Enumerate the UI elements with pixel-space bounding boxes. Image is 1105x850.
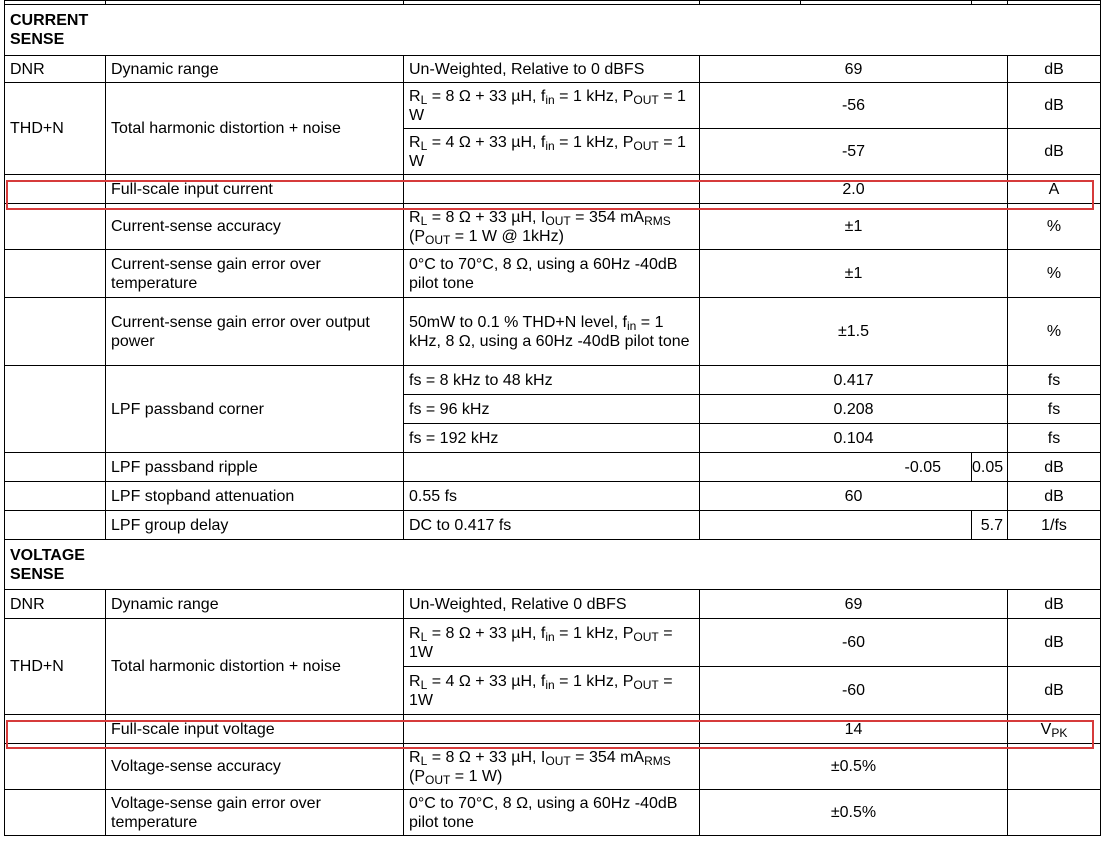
section-title: VOLTAGE SENSE [5, 540, 1101, 590]
unit-cell: fs [1008, 395, 1101, 424]
typ-cell: -56 [700, 83, 1008, 129]
parameter-cell: Full-scale input current [106, 175, 404, 204]
unit-cell: dB [1008, 619, 1101, 667]
unit-cell: dB [1008, 667, 1101, 715]
table-row [5, 453, 1101, 482]
unit-cell: dB [1008, 453, 1101, 482]
typ-cell: -57 [700, 129, 1008, 175]
max-cell: 0.05 [972, 453, 1008, 482]
typ-cell: 69 [700, 56, 1008, 83]
typ-cell: 69 [700, 590, 1008, 619]
typ-cell: 14 [700, 715, 1008, 744]
typ-cell: ±0.5% [700, 744, 1008, 790]
section-header-voltage-sense [5, 540, 1101, 590]
table-row [5, 482, 1101, 511]
symbol-cell: DNR [5, 56, 106, 83]
table-row [5, 590, 1101, 619]
typ-cell: 0.417 [700, 366, 1008, 395]
section-header-current-sense [5, 5, 1101, 56]
table-row [5, 619, 1101, 667]
spec-table [4, 0, 1101, 836]
parameter-cell: Total harmonic distortion + noise [106, 83, 404, 175]
table-row [5, 511, 1101, 540]
table-row [5, 175, 1101, 204]
condition-cell: Un-Weighted, Relative 0 dBFS [404, 590, 700, 619]
condition-cell: $R_L = 8$ Ω + 33 µH, $I_{OUT} = 354$ $mA_{RMS}$ ($P_{OUT} = 1$ W) [404, 744, 700, 790]
table-row [5, 366, 1101, 395]
typ-cell: ±1.5 [700, 298, 1008, 366]
unit-cell: dB [1008, 590, 1101, 619]
unit-cell: dB [1008, 482, 1101, 511]
condition-cell: $R_L = 8$ Ω + 33 µH, $I_{OUT} = 354$ $mA_{RMS}$ ($P_{OUT} = 1$ W @ 1kHz) [404, 204, 700, 250]
unit-cell: fs [1008, 366, 1101, 395]
max-cell: 5.7 [972, 511, 1008, 540]
table-row [5, 744, 1101, 790]
unit-cell: dB [1008, 56, 1101, 83]
unit-cell: % [1008, 250, 1101, 298]
unit-cell: A [1008, 175, 1101, 204]
condition-cell: 0.55 fs [404, 482, 700, 511]
condition-cell: 50mW to 0.1 % THD+N level, $f_{in} = 1$ kHz, 8 Ω, using a 60Hz -40dB pilot tone [404, 298, 700, 366]
unit-cell: % [1008, 298, 1101, 366]
typ-cell: 0.208 [700, 395, 1008, 424]
parameter-cell: LPF stopband attenuation [106, 482, 404, 511]
typ-cell: -60 [700, 667, 1008, 715]
table-row [5, 250, 1101, 298]
typ-cell: ±1 [700, 204, 1008, 250]
unit-cell: fs [1008, 424, 1101, 453]
table-row [5, 56, 1101, 83]
section-title: CURRENT SENSE [5, 5, 1101, 56]
parameter-cell: LPF passband corner [106, 366, 404, 453]
parameter-cell: Full-scale input voltage [106, 715, 404, 744]
condition-cell: fs = 192 kHz [404, 424, 700, 453]
parameter-cell: Current-sense gain error over temperature [106, 250, 404, 298]
symbol-cell: THD+N [5, 619, 106, 715]
table-row [5, 83, 1101, 129]
typ-cell: -60 [700, 619, 1008, 667]
parameter-cell: Voltage-sense gain error over temperature [106, 790, 404, 836]
condition-cell: DC to 0.417 fs [404, 511, 700, 540]
symbol-cell: THD+N [5, 83, 106, 175]
parameter-cell: Dynamic range [106, 56, 404, 83]
typ-cell: 60 [700, 482, 1008, 511]
unit-cell: $V_{PK}$ [1008, 715, 1101, 744]
symbol-cell: DNR [5, 590, 106, 619]
unit-cell: dB [1008, 83, 1101, 129]
condition-cell: fs = 8 kHz to 48 kHz [404, 366, 700, 395]
condition-cell: 0°C to 70°C, 8 Ω, using a 60Hz -40dB pilot tone [404, 790, 700, 836]
parameter-cell: LPF passband ripple [106, 453, 404, 482]
typ-cell: ±1 [700, 250, 1008, 298]
parameter-cell: LPF group delay [106, 511, 404, 540]
condition-cell: $R_L = 8$ Ω + 33 µH, $f_{in} = 1$ kHz, $P_{OUT} = 1$ W [404, 83, 700, 129]
table-row [5, 715, 1101, 744]
typ-cell: ±0.5% [700, 790, 1008, 836]
parameter-cell: Total harmonic distortion + noise [106, 619, 404, 715]
condition-cell: fs = 96 kHz [404, 395, 700, 424]
table-row [5, 298, 1101, 366]
unit-cell: % [1008, 204, 1101, 250]
condition-cell: $R_L = 4$ Ω + 33 µH, $f_{in} = 1$ kHz, $P_{OUT} = 1W$ [404, 667, 700, 715]
typ-cell: 2.0 [700, 175, 1008, 204]
condition-cell: $R_L = 4$ Ω + 33 µH, $f_{in} = 1$ kHz, $P_{OUT} = 1$ W [404, 129, 700, 175]
condition-cell: Un-Weighted, Relative to 0 dBFS [404, 56, 700, 83]
condition-cell: 0°C to 70°C, 8 Ω, using a 60Hz -40dB pilot tone [404, 250, 700, 298]
parameter-cell: Current-sense gain error over output power [106, 298, 404, 366]
parameter-cell: Voltage-sense accuracy [106, 744, 404, 790]
table-row [5, 790, 1101, 836]
unit-cell: dB [1008, 129, 1101, 175]
condition-cell: $R_L = 8$ Ω + 33 µH, $f_{in} = 1$ kHz, $P_{OUT} = 1W$ [404, 619, 700, 667]
parameter-cell: Current-sense accuracy [106, 204, 404, 250]
parameter-cell: Dynamic range [106, 590, 404, 619]
typ-cell: 0.104 [700, 424, 1008, 453]
min-cell: -0.05 [700, 453, 972, 482]
table-row [5, 204, 1101, 250]
unit-cell: 1/fs [1008, 511, 1101, 540]
